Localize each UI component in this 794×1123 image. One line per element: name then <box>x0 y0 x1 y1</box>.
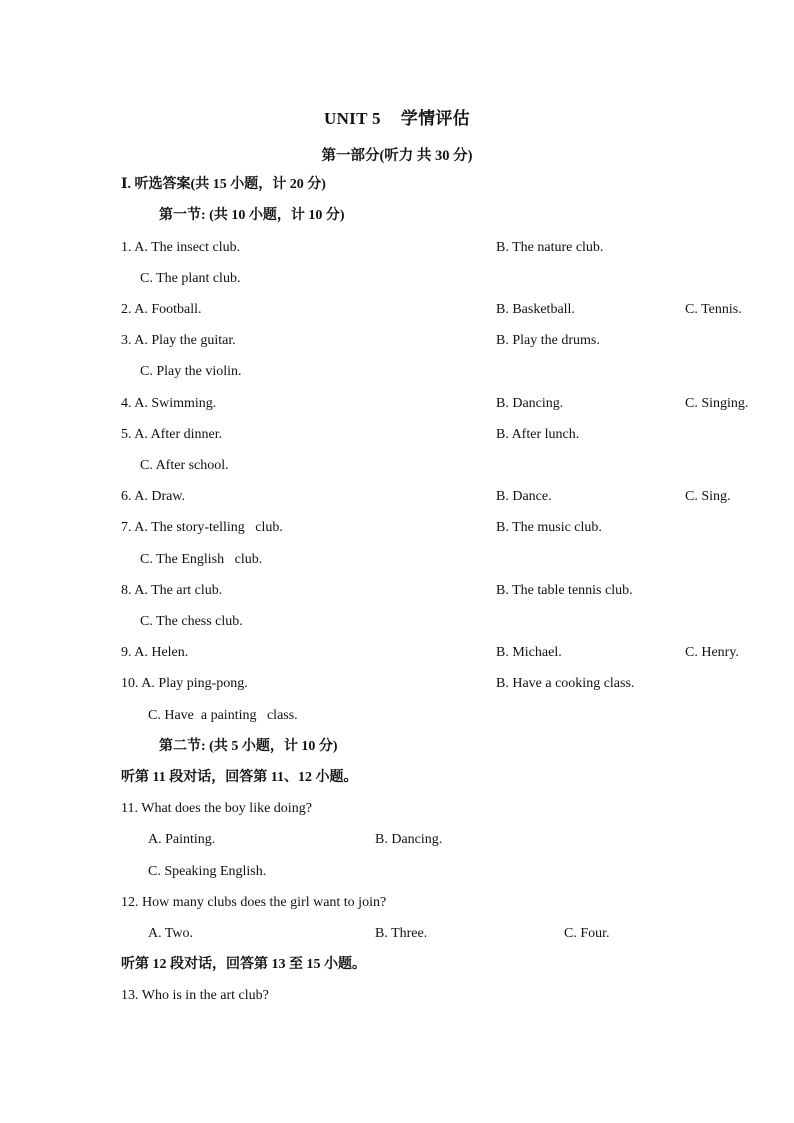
question-row <box>121 238 761 258</box>
question-row <box>121 487 761 507</box>
option-c: C. Play the violin. <box>140 364 242 379</box>
question-stem: 13. Who is in the art club? <box>121 988 269 1003</box>
question-row <box>121 331 761 351</box>
option-b: B. Dancing. <box>375 832 443 847</box>
option-c: C. After school. <box>140 458 229 473</box>
subsection-heading-2: 第二节: (共 5 小题，计 10 分) <box>159 739 338 754</box>
option-a: 5. A. After dinner. <box>121 427 223 442</box>
page-title <box>0 104 794 129</box>
question-row <box>121 581 761 601</box>
question-row <box>121 518 761 538</box>
option-b: B. The nature club. <box>496 240 604 255</box>
option-a: 9. A. Helen. <box>121 645 189 660</box>
option-c: C. Speaking English. <box>148 864 267 879</box>
option-b: B. Play the drums. <box>496 333 600 348</box>
option-a: 2. A. Football. <box>121 302 202 317</box>
option-c: C. The chess club. <box>140 614 243 629</box>
option-a: 1. A. The insect club. <box>121 240 241 255</box>
option-a: A. Two. <box>148 926 194 941</box>
subsection-heading-1: 第一节: (共 10 小题，计 10 分) <box>159 208 345 223</box>
question-row <box>121 394 761 414</box>
title-label: 学情评估 <box>400 109 470 128</box>
option-c: C. The English club. <box>140 552 263 567</box>
option-b: B. The table tennis club. <box>496 583 633 598</box>
question-row <box>148 924 748 944</box>
option-b: B. The music club. <box>496 520 602 535</box>
option-b: B. Dancing. <box>496 396 564 411</box>
dialog-intro: 听第 12 段对话，回答第 13 至 15 小题。 <box>121 957 366 972</box>
option-a: 7. A. The story-telling club. <box>121 520 283 535</box>
option-b: B. Michael. <box>496 645 562 660</box>
option-a: 10. A. Play ping-pong. <box>121 676 248 691</box>
question-row <box>121 674 761 694</box>
option-c: C. Four. <box>564 926 610 941</box>
section-heading: Ⅰ. 听选答案(共 15 小题，计 20 分) <box>121 177 326 192</box>
option-a: 6. A. Draw. <box>121 489 186 504</box>
option-b: B. Dance. <box>496 489 552 504</box>
question-row <box>121 425 761 445</box>
option-a: A. Painting. <box>148 832 216 847</box>
unit-label: UNIT 5 <box>324 109 381 128</box>
question-row <box>148 830 748 850</box>
option-c: C. Henry. <box>685 645 739 660</box>
dialog-intro: 听第 11 段对话，回答第 11、12 小题。 <box>121 770 358 785</box>
option-c: C. Singing. <box>685 396 749 411</box>
option-a: 4. A. Swimming. <box>121 396 217 411</box>
option-c: C. Sing. <box>685 489 731 504</box>
question-stem: 12. How many clubs does the girl want to join? <box>121 895 387 910</box>
option-b: B. Basketball. <box>496 302 575 317</box>
question-stem: 11. What does the boy like doing? <box>121 801 312 816</box>
part-heading: 第一部分(听力 共 30 分) <box>321 148 473 164</box>
question-row <box>121 643 761 663</box>
option-b: B. After lunch. <box>496 427 580 442</box>
option-b: B. Have a cooking class. <box>496 676 635 691</box>
option-c: C. Have a painting class. <box>148 708 298 723</box>
question-row <box>121 300 761 320</box>
option-c: C. Tennis. <box>685 302 742 317</box>
option-a: 3. A. Play the guitar. <box>121 333 236 348</box>
option-b: B. Three. <box>375 926 428 941</box>
option-c: C. The plant club. <box>140 271 241 286</box>
option-a: 8. A. The art club. <box>121 583 223 598</box>
